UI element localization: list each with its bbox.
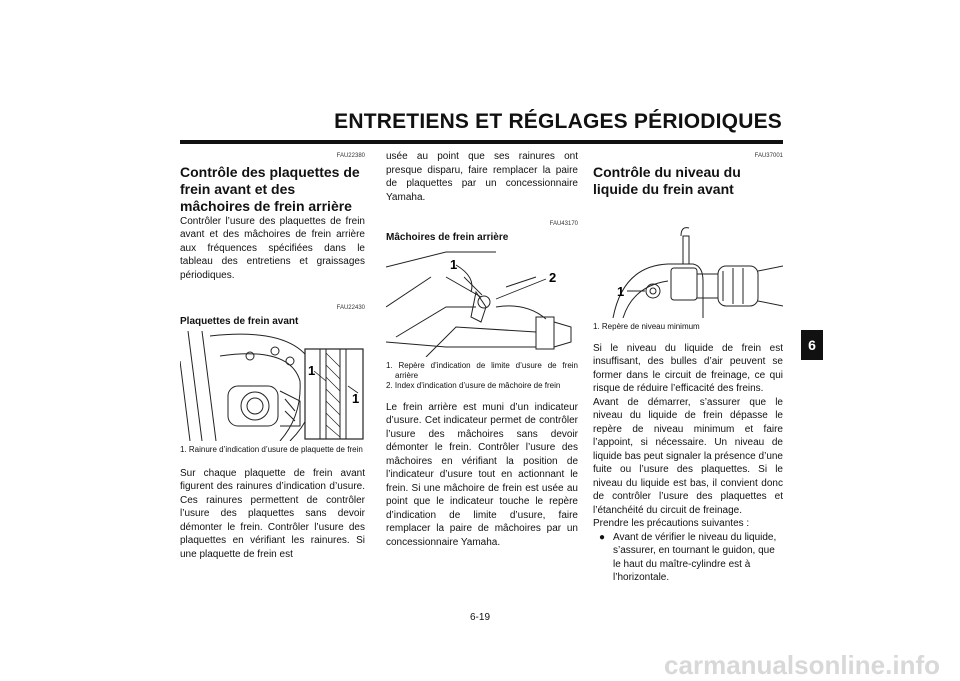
- body-paragraph: Si le niveau du liquide de frein est insuffisant, des bulles d’air peuvent se former dans le circuit de freinage, ce qui risque de réduire l’efficacité des freins. Avant de démarrer, s’assurer que le niveau du liquide de frein dépasse le repère de niveau minimum et faire l’appoint, si nécessaire. Un niveau de liquide bas peut signaler la présence d’une fuite ou l’usure des plaquettes. Si le niveau du liquide est bas, il convient donc de contrôler l’usure des plaquettes et l’étanchéité du circuit de freinage. Prendre les précautions suivantes :: [593, 342, 783, 529]
- section-heading: Contrôle des plaquettes de frein avant et des mâchoires de frein arrière: [180, 163, 360, 214]
- front-brake-pad-figure: [180, 331, 365, 441]
- reference-code: FAU22380: [336, 153, 365, 159]
- figure-label: 1: [352, 390, 360, 406]
- intro-paragraph: Contrôler l’usure des plaquettes de frein avant et des mâchoires de frein arrière aux fréquences spécifiées dans le tableau des entretiens et graissages périodiques.: [180, 215, 365, 281]
- front-brake-illustration: [180, 331, 365, 441]
- section-heading: Contrôle du niveau du liquide du frein avant: [593, 163, 741, 197]
- rear-brake-illustration: [386, 247, 578, 357]
- figure-caption: 1. Repère de niveau minimum: [593, 321, 700, 331]
- reference-code: FAU22430: [336, 305, 365, 311]
- master-cylinder-figure: [593, 206, 783, 318]
- bullet-text: Avant de vérifier le niveau du liquide, s’assurer, en tournant le guidon, que le haut du maître-cylindre est à l’horizontale.: [613, 531, 777, 583]
- subsection-heading: Plaquettes de frein avant: [180, 315, 299, 327]
- figure-label: 2: [549, 269, 557, 285]
- figure-label: 1: [308, 362, 316, 378]
- bullet-marker: ●: [599, 531, 606, 543]
- figure-label: 1: [450, 256, 458, 272]
- watermark: carmanualsonline.info: [664, 650, 940, 680]
- figure-label: 1: [617, 283, 625, 299]
- reference-code: FAU37001: [754, 153, 783, 159]
- subsection-heading: Mâchoires de frein arrière: [386, 231, 509, 243]
- reference-code: FAU43170: [549, 221, 578, 227]
- page-number: 6-19: [469, 612, 490, 623]
- figure-caption: 1. Rainure d’indication d’usure de plaquette de frein: [180, 444, 363, 454]
- bullet-item: [593, 531, 783, 585]
- figure-caption: 1. Repère d’indication de limite d’usure de frein arrière: [386, 360, 578, 380]
- master-cylinder-illustration: [593, 206, 783, 318]
- continuation-paragraph: usée au point que ses rainures ont presque disparu, faire remplacer la paire de plaquettes par un concessionnaire Yamaha.: [386, 151, 578, 203]
- column-1: [180, 150, 365, 561]
- page-header-title: ENTRETIENS ET RÉGLAGES PÉRIODIQUES: [334, 110, 782, 133]
- chapter-tab: 6: [801, 330, 823, 360]
- body-paragraph: Sur chaque plaquette de frein avant figurent des rainures d’indication d’usure. Ces rainures permettent de contrôler l’usure des plaquettes sans devoir démonter le frein. Contrôler l’usure des plaquettes en vérifiant les rainures. Si une plaquette de frein est: [180, 467, 365, 560]
- figure-caption: 2. Index d’indication d’usure de mâchoire de frein: [386, 380, 561, 390]
- column-3: [593, 150, 783, 585]
- column-2: [386, 150, 578, 549]
- rear-brake-figure: [386, 247, 578, 357]
- header-rule: [180, 140, 783, 144]
- body-paragraph: Le frein arrière est muni d’un indicateur d’usure. Cet indicateur permet de contrôler l’usure des mâchoires sans devoir démonter le frein. Contrôler l’usure des mâchoires en vérifiant la position de l’indicateur d’usure tout en actionnant le frein. Si une mâchoire de frein est usée au point que le indicateur touche le repère d’indication de limite d’usure, faire remplacer la paire de mâchoires par un concessionnaire Yamaha.: [386, 401, 578, 548]
